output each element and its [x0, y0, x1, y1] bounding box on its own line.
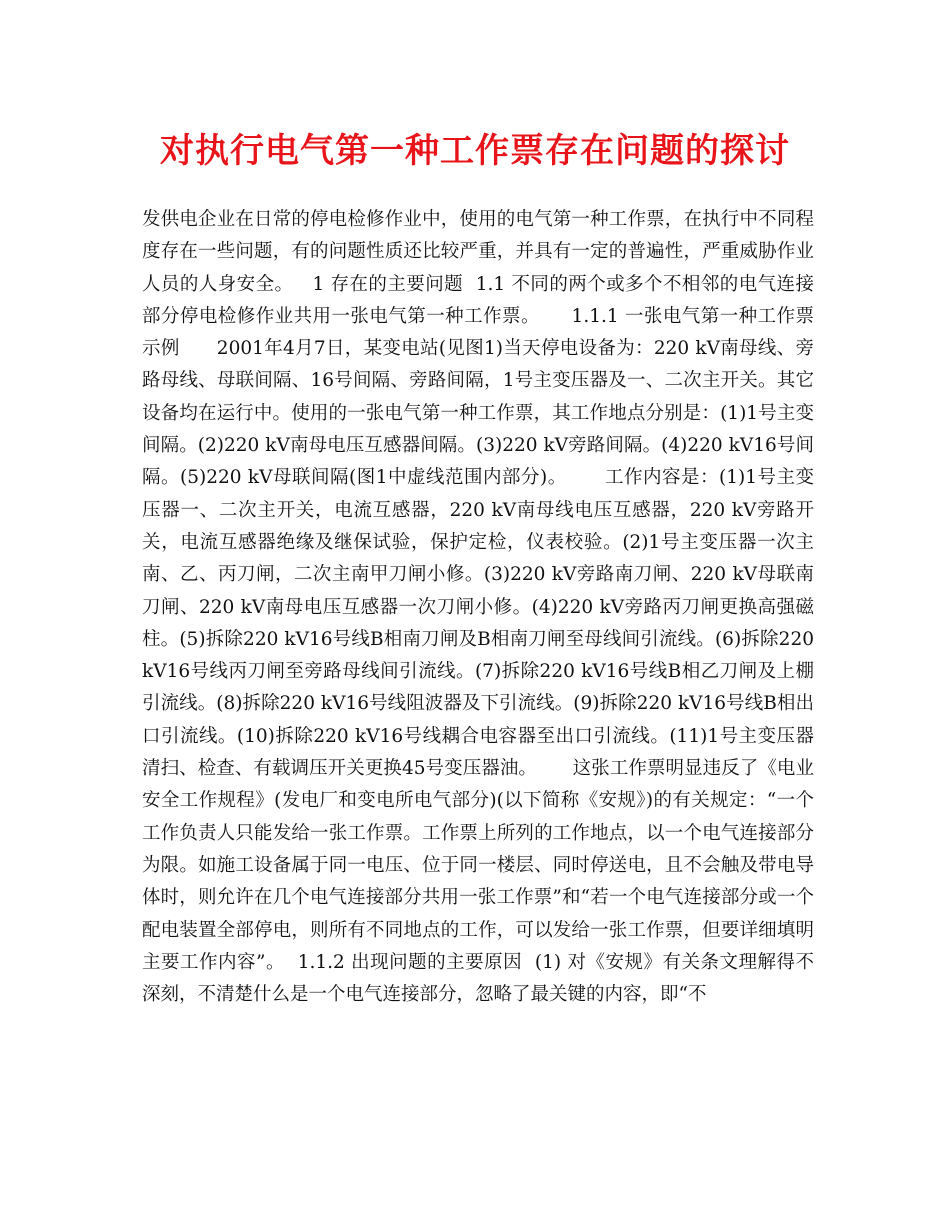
document-title: 对执行电气第一种工作票存在问题的探讨 [160, 131, 790, 171]
document-body: 发供电企业在日常的停电检修作业中，使用的电气第一种工作票，在执行中不同程度存在一些问题，有的问题性质还比较严重，并具有一定的普遍性，严重威胁作业人员的人身安全。 1 存在的主要问题 1.1 不同的两个或多个不相邻的电气连接部分停电检修作业共用一张电气第一种工作票。 1.1.1 一张电气第一种工作票示例 2001年4月7日，某变电站(见图1)当天停电设备为：220 kV南母线、旁路母线、母联间隔、16号间隔、旁路间隔，1号主变压器及一、二次主开关。其它设备均在运行中。使用的一张电气第一种工作票，其工作地点分别是：(1)1号主变间隔。(2)220 kV南母电压互感器间隔。(3)220 kV旁路间隔。(4)220 kV16号间隔。(5)220 kV母联间隔(图1中虚线范围内部分)。 工作内容是：(1)1号主变压器一、二次主开关，电流互感器，220 kV南母线电压互感器，220 kV旁路开关，电流互感器绝缘及继保试验，保护定检，仪表校验。(2)1号主变压器一次主南、乙、丙刀闸，二次主南甲刀闸小修。(3)220 kV旁路南刀闸、220 kV母联南刀闸、220 kV南母电压互感器一次刀闸小修。(4)220 kV旁路丙刀闸更换高强磁柱。(5)拆除220 kV16号线B相南刀闸及B相南刀闸至母线间引流线。(6)拆除220 kV16号线丙刀闸至旁路母线间引流线。(7)拆除220 kV16号线B相乙刀闸及上棚引流线。(8)拆除220 kV16号线阻波器及下引流线。(9)拆除220 kV16号线B相出口引流线。(10)拆除220 kV16号线耦合电容器至出口引流线。(11)1号主变压器清扫、检查、有载调压开关更换45号变压器油。 这张工作票明显违反了《电业安全工作规程》(发电厂和变电所电气部分)(以下简称《安规》)的有关规定：“一个工作负责人只能发给一张工作票。工作票上所列的工作地点，以一个电气连接部分为限。如施工设备属于同一电压、位于同一楼层、同时停送电，且不会触及带电导体时，则允许在几个电气连接部分共用一张工作票”和“若一个电气连接部分或一个配电装置全部停电，则所有不同地点的工作，可以发给一张工作票，但要详细填明主要工作内容”。 1.1.2 出现问题的主要原因 (1) 对《安规》有关条文理解得不深刻，不清楚什么是一个电气连接部分，忽略了最关键的内容，即“不 [142, 209, 820, 1006]
